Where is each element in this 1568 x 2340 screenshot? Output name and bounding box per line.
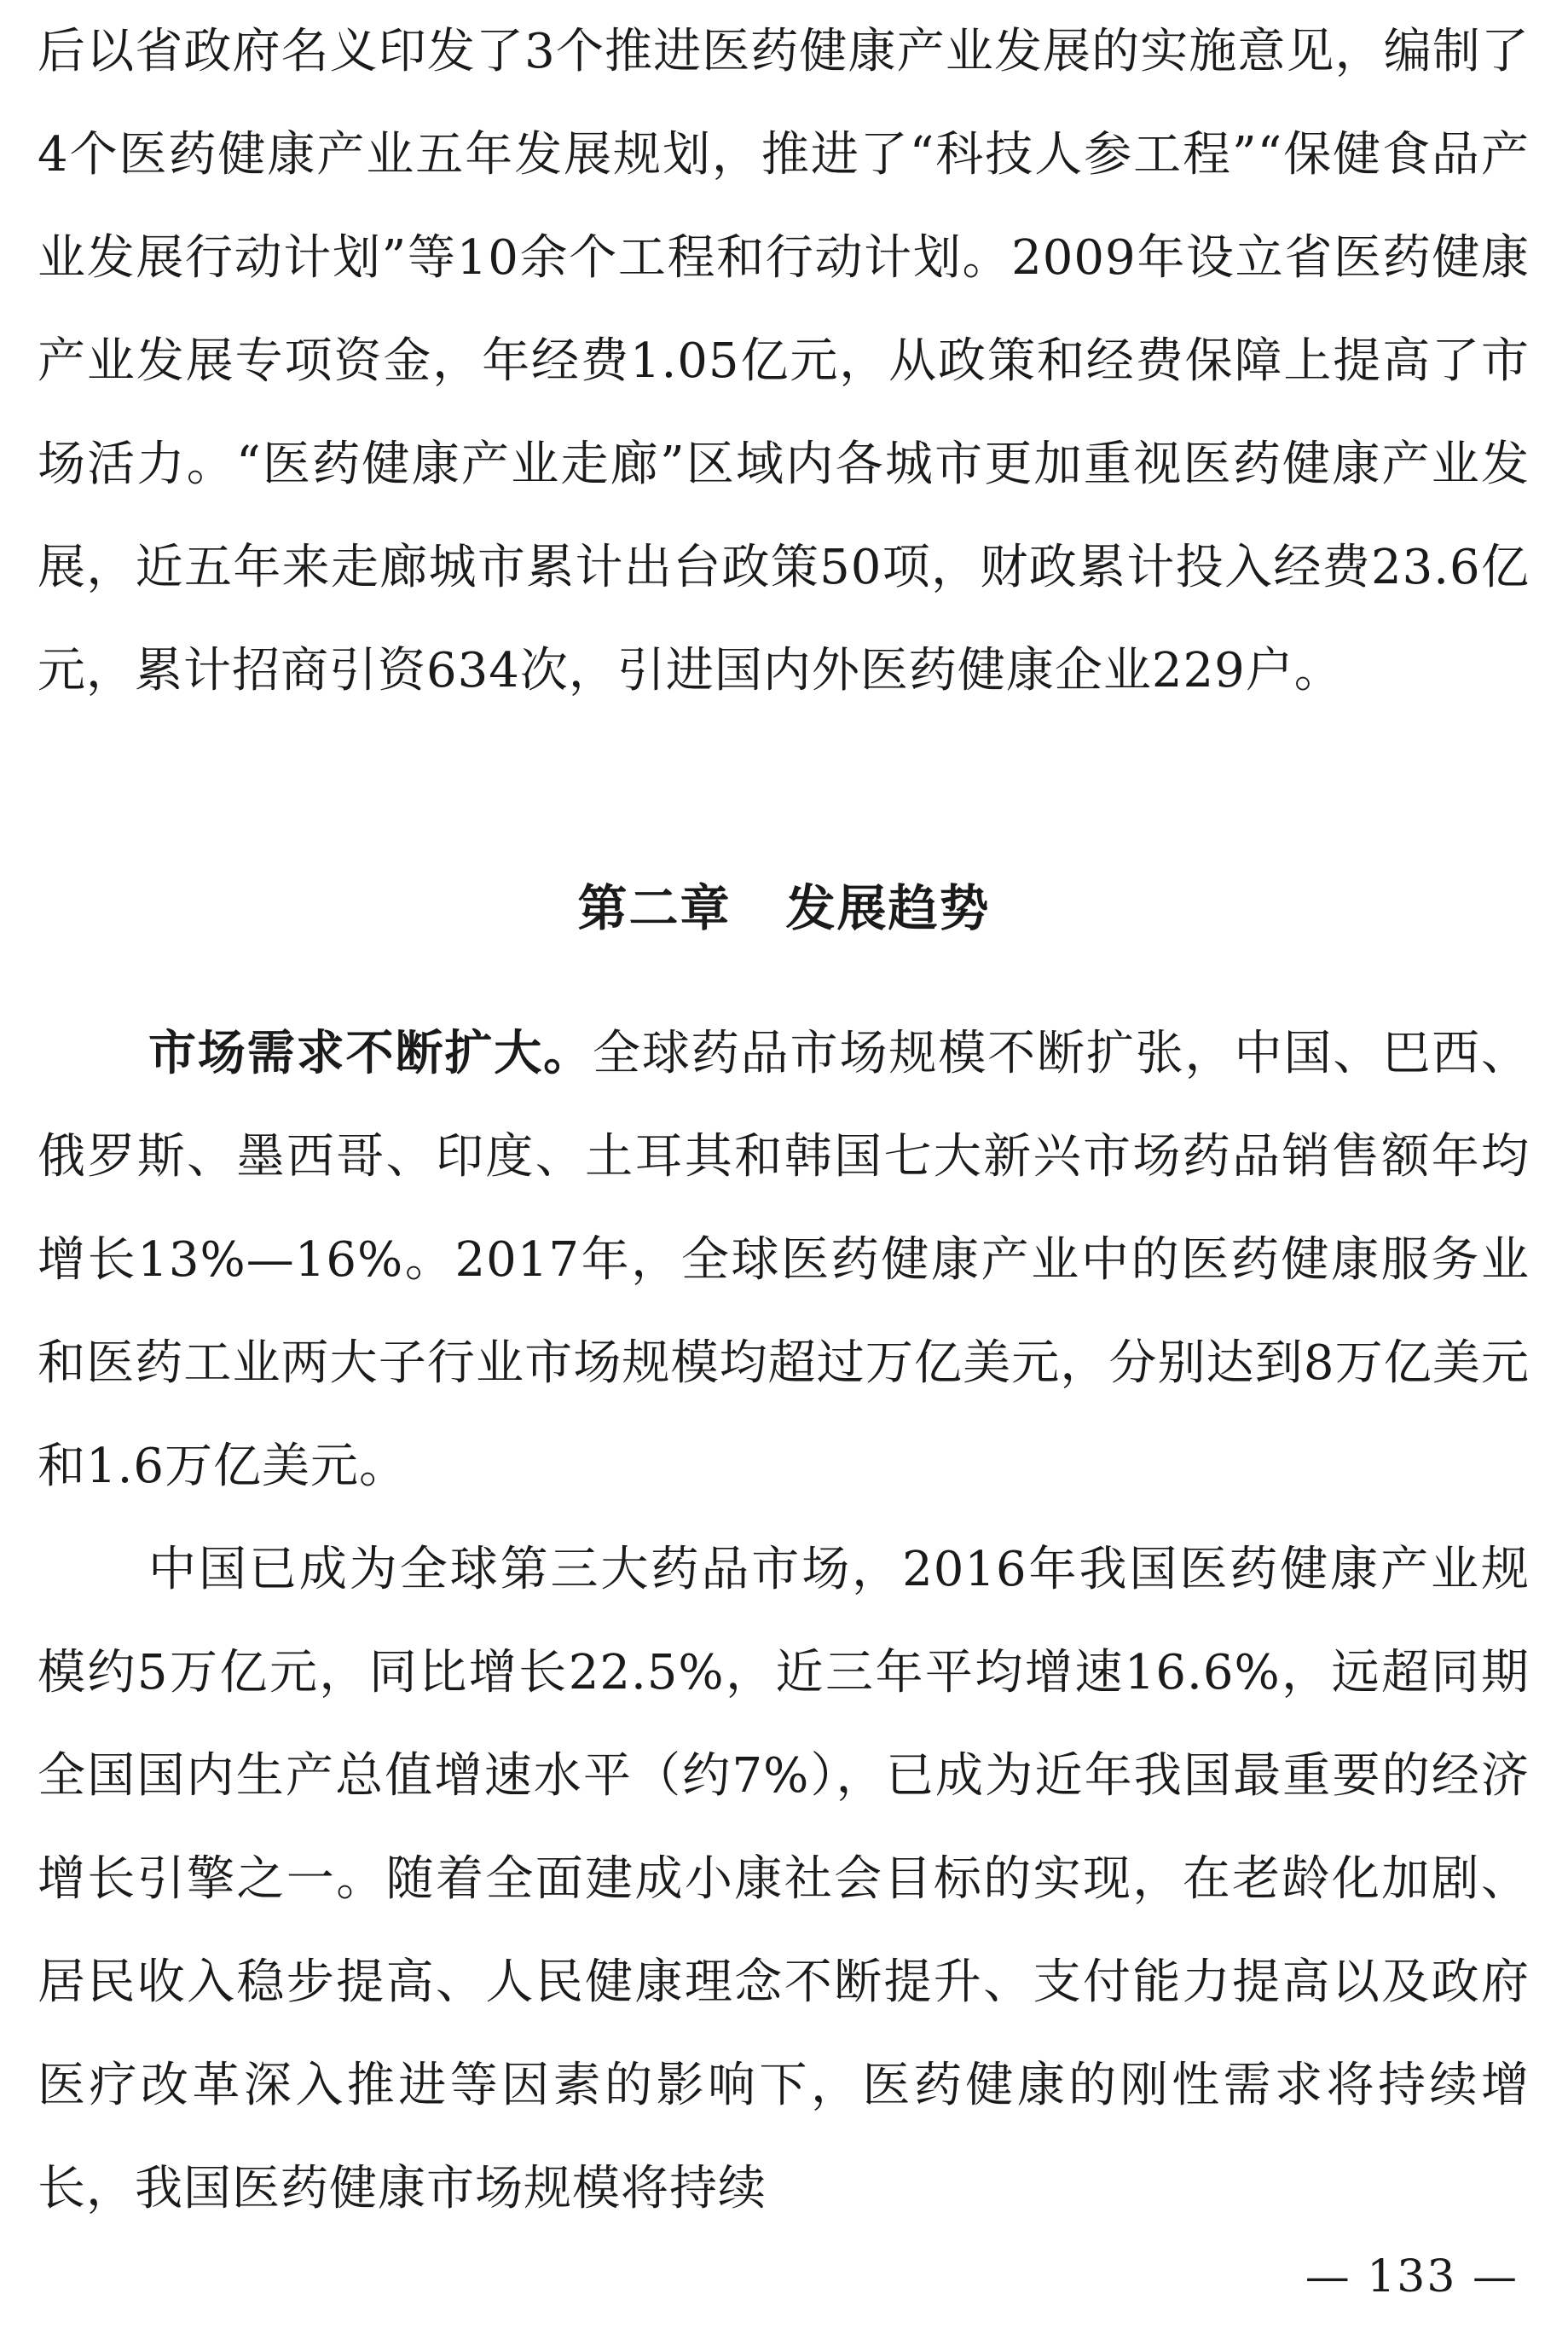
paragraph-china-market: 中国已成为全球第三大药品市场，2016年我国医药健康产业规模约5万亿元，同比增长22.5%，近三年平均增速16.6%，远超同期全国国内生产总值增速水平（约7%），已成为近年我国最重要的经济增长引擎之一。随着全面建成小康社会目标的实现，在老龄化加剧、居民收入稳步提高、人民健康理念不断提升、支付能力提高以及政府医疗改革深入推进等因素的影响下，医药健康的刚性需求将持续增长，我国医药健康市场规模将持续 xyxy=(38,1542,1530,2216)
page-number: — 133 — xyxy=(1305,2251,1519,2302)
chapter-heading xyxy=(0,866,1568,951)
chapter-title: 发展趋势 xyxy=(785,879,991,937)
paragraph-body: 全球药品市场规模不断扩张，中国、巴西、俄罗斯、墨西哥、印度、土耳其和韩国七大新兴市场药品销售额年均增长13%—16%。2017年，全球医药健康产业中的医药健康服务业和医药工业两大子行业市场规模均超过万亿美元，分别达到8万亿美元和1.6万亿美元。 xyxy=(38,1026,1530,1494)
paragraph-market-demand xyxy=(38,1002,1530,1518)
chapter-number: 第二章 xyxy=(577,879,732,937)
paragraph-policy-support: 后以省政府名义印发了3个推进医药健康产业发展的实施意见，编制了4个医药健康产业五年发展规划，推进了“科技人参工程”“保健食品产业发展行动计划”等10余个工程和行动计划。2009年设立省医药健康产业发展专项资金，年经费1.05亿元，从政策和经费保障上提高了市场活力。“医药健康产业走廊”区域内各城市更加重视医药健康产业发展，近五年来走廊城市累计出台政策50项，财政累计投入经费23.6亿元，累计招商引资634次，引进国内外医药健康企业229户。 xyxy=(38,24,1530,698)
paragraph-lead-phrase: 市场需求不断扩大。 xyxy=(148,1026,593,1081)
